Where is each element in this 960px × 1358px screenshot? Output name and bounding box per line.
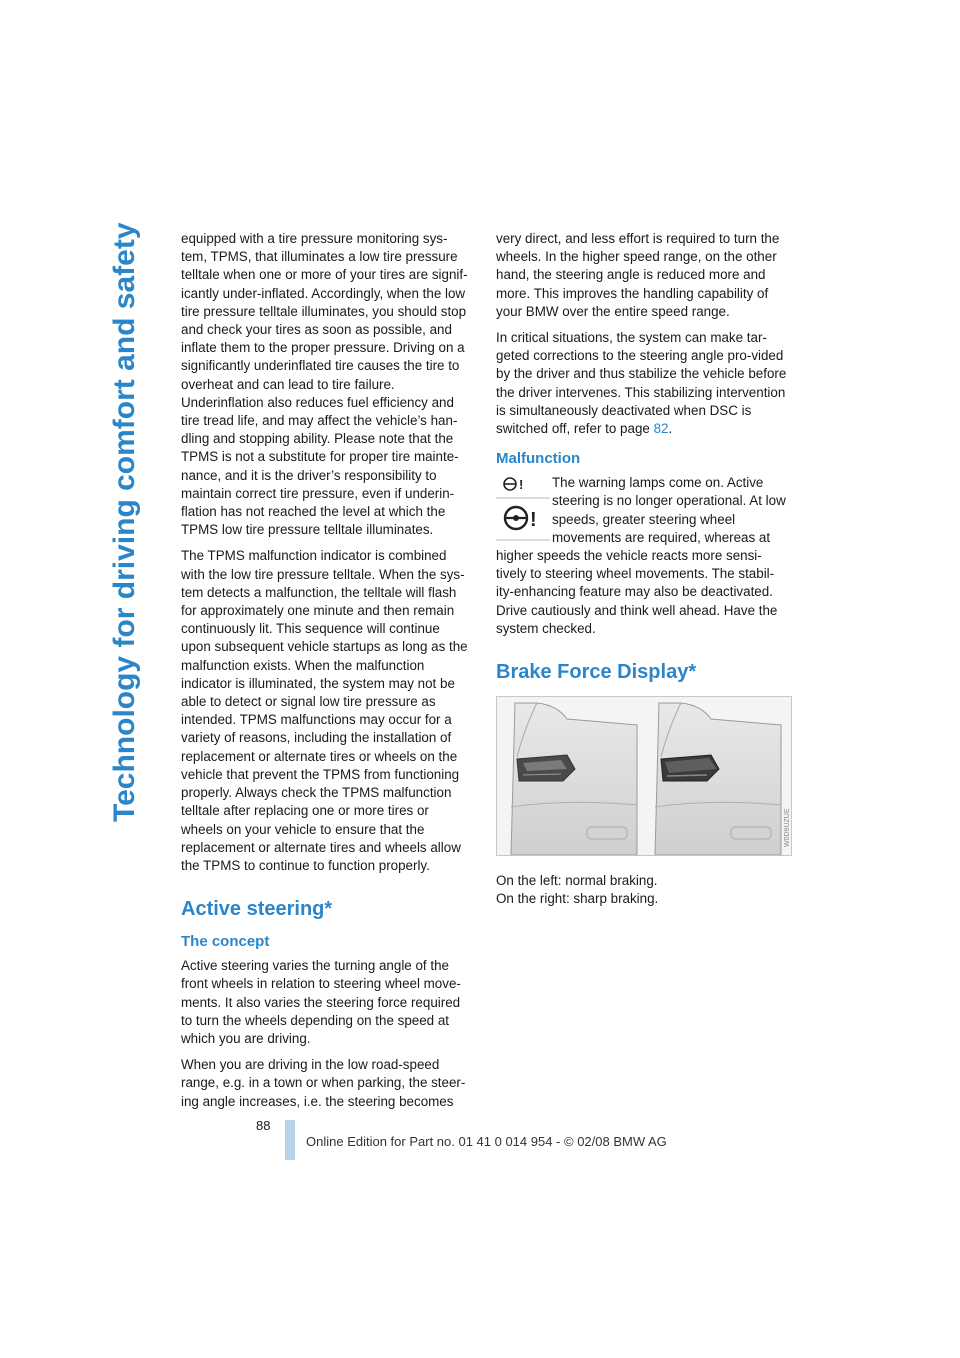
figure-caption bbox=[496, 872, 788, 908]
edition-footer: Online Edition for Part no. 01 41 0 014 954 - © 02/08 BMW AG bbox=[306, 1134, 667, 1149]
side-title-wrap bbox=[108, 222, 141, 822]
steering-warning-lamp-icon bbox=[496, 474, 550, 544]
active-steering-heading: Active steering* bbox=[181, 898, 333, 921]
normal-braking-car bbox=[511, 703, 637, 855]
caption-line-2: On the right: sharp braking. bbox=[496, 891, 659, 907]
svg-text:!: ! bbox=[530, 509, 537, 532]
concept-paragraph-2: When you are driving in the low road-speed range, e.g. in a town or when parking, the steer-ing angle increases, i.e. the steering becomes bbox=[181, 1057, 466, 1109]
tpms-paragraph-2: The TPMS malfunction indicator is combined with the low tire pressure telltale. When the sys-tem detects a malfunction, the telltale will flash for approximately one minute and then remain continuously lit. This sequence will continue upon subsequent vehicle startups as long as the malfunction exists. When the malfunction indicator is illuminated, the system may not be able to detect or signal low tire pressure as intended. TPMS malfunctions may occur for a variety of reasons, including the installation of replacement or alternate tires or wheels on the vehicle that prevent the TPMS from functioning properly. Always check the TPMS malfunction telltale after replacing one or more tires or wheels on your vehicle to ensure that the replacement or alternate tires and wheels allow the TPMS to continue to function properly. bbox=[181, 548, 468, 873]
steering-paragraph-2-text: In critical situations, the system can make tar-geted corrections to the steering angle pro-vided by the driver and thus stabilize the vehicle before the driver intervenes. This stabilizing intervention is simultaneously deactivated when DSC is switched off, refer to page bbox=[496, 330, 787, 437]
steering-paragraph-1: very direct, and less effort is required to turn the wheels. In the higher speed range, on the other hand, the steering angle is reduced more and more. This improves the handling capability of your BMW over the entire speed range. bbox=[496, 231, 780, 319]
footer-accent-bar bbox=[285, 1120, 295, 1160]
right-column bbox=[496, 230, 791, 908]
steering-warning-icons bbox=[496, 474, 550, 544]
brake-force-figure bbox=[496, 696, 792, 856]
figure-code: W0D9UZUE bbox=[784, 808, 791, 848]
page-82-link[interactable]: 82 bbox=[653, 421, 669, 437]
brake-lights-illustration bbox=[497, 697, 791, 855]
malfunction-heading: Malfunction bbox=[496, 450, 581, 468]
concept-heading: The concept bbox=[181, 933, 270, 951]
steering-paragraph-2-end: . bbox=[668, 421, 673, 437]
chapter-side-title: Technology for driving comfort and safety bbox=[108, 222, 141, 822]
caption-line-1: On the left: normal braking. bbox=[496, 873, 658, 889]
malfunction-text: The warning lamps come on. Active steering is no longer operational. At low speeds, greater steering wheel movements are required, whereas at higher speeds the vehicle reacts more sensi-tively to steering wheel movements. The stabil-ity-enhancing feature may also be deactivated. Drive cautiously and think well ahead. Have the system checked. bbox=[496, 475, 786, 636]
concept-paragraph-1: Active steering varies the turning angle of the front wheels in relation to steering wheel move-ments. It also varies the steering force required to turn the wheels depending on the speed at which you are driving. bbox=[181, 958, 461, 1046]
tpms-paragraph-1: equipped with a tire pressure monitoring sys-tem, TPMS, that illuminates a low tire pressure telltale when one or more of your tires are signif-icantly under-inflated. Accordingly, when the low tire pressure telltale illuminates, you should stop and check your tires as soon as possible, and inflate them to the proper pressure. Driving on a significantly underinflated tire causes the tire to overheat and can lead to tire failure. Underinflation also reduces fuel efficiency and tire tread life, and may affect the vehicle’s han-dling and stopping ability. Please note that the TPMS is not a substitute for proper tire mainte-nance, and it is the driver’s responsibility to maintain correct tire pressure, even if underin-flation has not reached the level at which the TPMS low tire pressure telltale illuminates. bbox=[181, 231, 468, 538]
svg-text:!: ! bbox=[519, 477, 524, 493]
steering-paragraph-2 bbox=[496, 329, 788, 438]
left-column bbox=[181, 230, 471, 1119]
malfunction-block bbox=[496, 474, 788, 638]
page-number: 88 bbox=[256, 1118, 271, 1133]
brake-force-display-heading: Brake Force Display* bbox=[496, 661, 697, 684]
sharp-braking-car bbox=[655, 703, 781, 855]
